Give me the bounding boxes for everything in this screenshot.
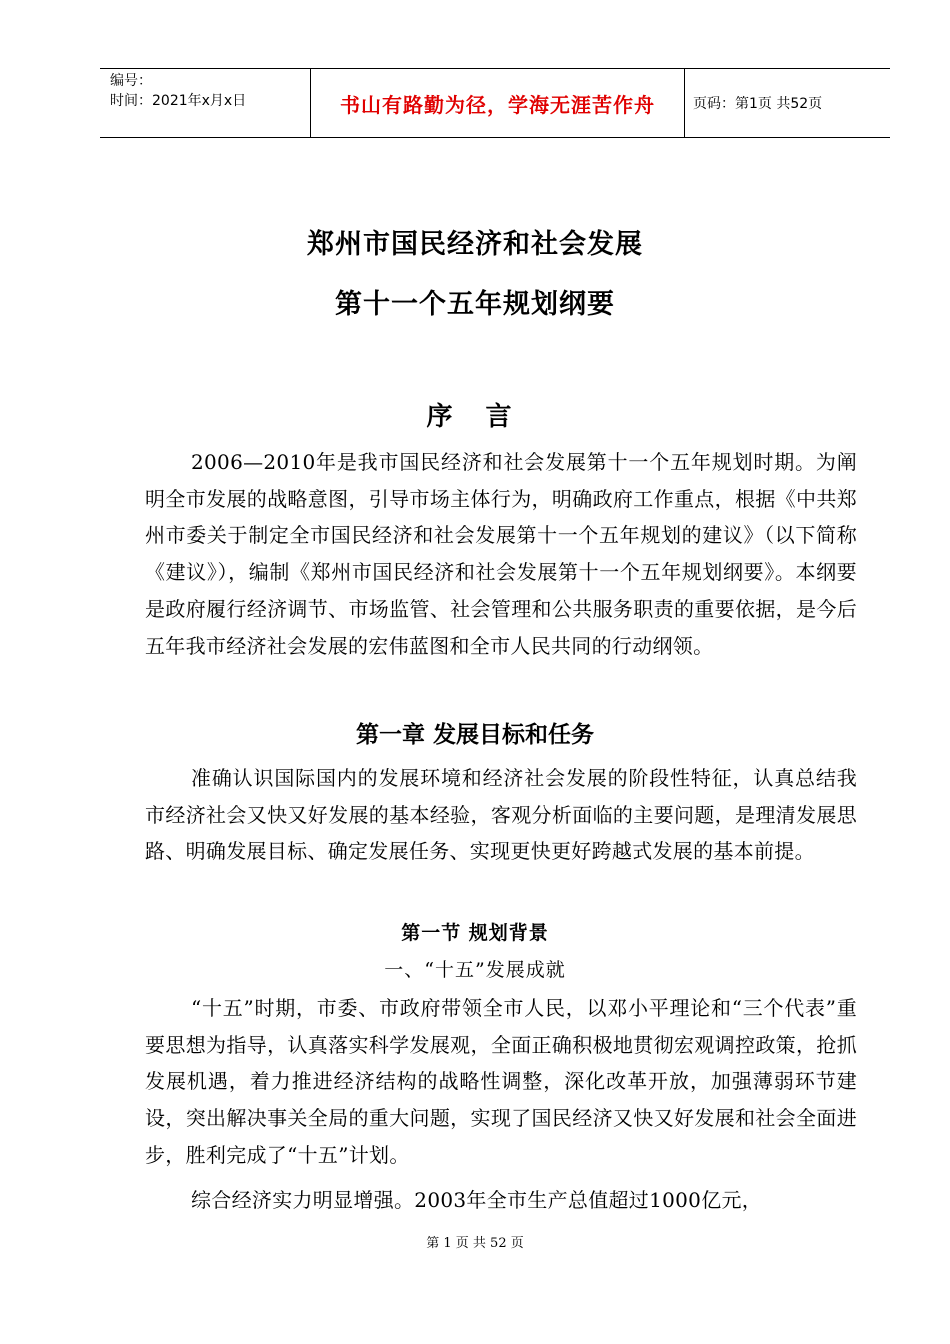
header-motto: 书山有路勤为径，学海无涯苦作舟 — [340, 92, 655, 117]
header-page-info: 页码：第1页 共52页 — [693, 96, 823, 112]
section-heading: 第一节 规划背景 — [401, 922, 549, 944]
document-title-line-1: 郑州市国民经济和社会发展 — [307, 229, 643, 260]
section-paragraph: “十五”时期，市委、市政府带领全市人民，以邓小平理论和“三个代表”重要思想为指导，认真落实科学发展观，全面正确积极地贯彻宏观调控政策，抢抓发展机遇，着力推进经济结构的战略性调整，深化改革开放，加强薄弱环节建设，突出解决事关全局的重大问题，实现了国民经济又快又好发展和社会全面进步，胜利完成了“十五”计划。 — [145, 996, 857, 1167]
preface-heading: 序 言 — [426, 402, 524, 432]
number-label: 编号： — [110, 73, 152, 89]
page-header — [100, 68, 890, 138]
chapter-paragraph: 准确认识国际国内的发展环境和经济社会发展的阶段性特征，认真总结我市经济社会又快又好发展的基本经验，客观分析面临的主要问题，是理清发展思路、明确发展目标、确定发展任务、实现更快更好跨越式发展的基本前提。 — [145, 766, 857, 864]
subsection-heading: 一、“十五”发展成就 — [384, 959, 566, 981]
page-footer: 第 1 页 共 52 页 — [426, 1236, 524, 1251]
header-page-info-cell — [685, 69, 890, 137]
header-motto-cell — [310, 69, 685, 137]
preface-paragraph: 2006—2010年是我市国民经济和社会发展第十一个五年规划时期。为阐明全市发展的战略意图，引导市场主体行为，明确政府工作重点，根据《中共郑州市委关于制定全市国民经济和社会发展第十一个五年规划的建议》（以下简称《建议》），编制《郑州市国民经济和社会发展第十一个五年规划纲要》。本纲要是政府履行经济调节、市场监管、社会管理和公共服务职责的重要依据，是今后五年我市经济社会发展的宏伟蓝图和全市人民共同的行动纲领。 — [145, 450, 857, 658]
chapter-heading: 第一章 发展目标和任务 — [355, 721, 594, 748]
last-paragraph: 综合经济实力明显增强。2003年全市生产总值超过1000亿元， — [191, 1188, 763, 1212]
header-meta — [100, 69, 310, 137]
time-label: 时间：2021年x月x日 — [110, 93, 247, 109]
document-title-line-2: 第十一个五年规划纲要 — [335, 289, 615, 320]
